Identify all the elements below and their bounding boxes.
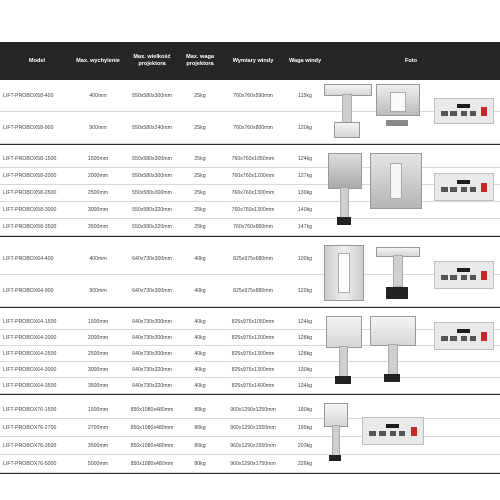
projector-size-cell: 550x580x320mm [132, 207, 172, 213]
lift-weight-cell: 120kg [297, 124, 313, 131]
control-panel-image [434, 173, 494, 201]
projector-weight-cell: 80kg [194, 442, 206, 449]
model-cell: LIFT-PROBOX58-3000 [3, 207, 57, 213]
control-panel-image [434, 322, 494, 350]
lift-weight-cell: 120kg [297, 287, 313, 294]
lift-dimensions-cell: 960x1290x1250mm [230, 406, 276, 413]
product-group [0, 80, 500, 145]
projector-weight-cell: 40kg [194, 287, 206, 294]
model-cell: LIFT-PROBOX58-2500 [3, 190, 57, 196]
spec-table [0, 42, 500, 474]
tilt-cell: 1500mm [87, 156, 109, 162]
lift-weight-cell: 100kg [297, 255, 313, 262]
projector-size-cell: 640x730x320mm [132, 366, 172, 373]
lift-dimensions-cell: 825x975x680mm [233, 255, 273, 262]
projector-weight-cell: 80kg [194, 406, 206, 413]
projector-size-cell: 850x1080x480mm [130, 442, 174, 449]
lift-image [374, 245, 424, 303]
tilt-cell: 3000mm [87, 366, 109, 373]
tilt-cell: 5000mm [87, 460, 109, 467]
tilt-cell: 2700mm [87, 424, 109, 431]
product-group [0, 401, 500, 474]
projector-size-cell: 550x580x300mm [132, 92, 172, 99]
lift-weight-cell: 130kg [297, 366, 313, 373]
model-cell: LIFT-PROBOX64-2000 [3, 334, 57, 341]
model-cell: LIFT-PROBOX58-1500 [3, 156, 57, 162]
tilt-cell: 2500mm [87, 350, 109, 357]
lift-weight-cell: 226kg [297, 460, 313, 467]
projector-weight-cell: 25kg [194, 207, 206, 213]
projector-size-cell: 640x730x320mm [132, 382, 172, 389]
lift-weight-cell: 130kg [297, 190, 313, 196]
projector-size-cell: 550x580x320mm [132, 224, 172, 230]
header-projector-weight: Max. waga projektora [186, 54, 214, 67]
lift-weight-cell: 124kg [297, 156, 313, 162]
lift-dimensions-cell: 760x760x1300mm [231, 190, 275, 196]
projector-size-cell: 850x1080x480mm [130, 460, 174, 467]
tilt-cell: 900mm [89, 287, 107, 294]
tilt-cell: 2000mm [87, 173, 109, 179]
product-group [0, 151, 500, 237]
projector-weight-cell: 25kg [194, 156, 206, 162]
lift-dimensions-cell: 960x1290x1550mm [230, 442, 276, 449]
tilt-cell: 1500mm [87, 318, 109, 325]
lift-weight-cell: 180kg [297, 406, 313, 413]
lift-image [370, 153, 428, 213]
lift-image [324, 403, 354, 467]
product-photos [322, 151, 500, 236]
tilt-cell: 400mm [89, 255, 107, 262]
header-tilt: Max. wychylenie [76, 57, 120, 64]
product-group [0, 243, 500, 308]
header-projector-size: Max. wielkość projektora [133, 54, 171, 67]
lift-weight-cell: 128kg [297, 350, 313, 357]
model-cell: LIFT-PROBOX64-3000 [3, 366, 57, 373]
lift-dimensions-cell: 760x760x1200mm [231, 173, 275, 179]
tilt-cell: 900mm [89, 124, 107, 131]
projector-size-cell: 640x730x300mm [132, 287, 172, 294]
model-cell: LIFT-PROBOX64-900 [3, 287, 54, 294]
tilt-cell: 3500mm [87, 382, 109, 389]
projector-weight-cell: 25kg [194, 92, 206, 99]
header-lift-weight: Waga windy [288, 57, 322, 64]
control-panel-image [362, 417, 424, 445]
projector-weight-cell: 40kg [194, 255, 206, 262]
projector-size-cell: 640x730x300mm [132, 255, 172, 262]
model-cell: LIFT-PROBOX76-3500 [3, 442, 57, 449]
lift-image [328, 153, 368, 229]
table-header [0, 42, 500, 80]
projector-weight-cell: 40kg [194, 318, 206, 325]
control-panel-image [434, 261, 494, 289]
lift-dimensions-cell: 960x1290x1750mm [230, 460, 276, 467]
projector-weight-cell: 40kg [194, 350, 206, 357]
lift-dimensions-cell: 960x1290x1550mm [230, 424, 276, 431]
projector-weight-cell: 80kg [194, 460, 206, 467]
lift-dimensions-cell: 760x760x800mm [233, 124, 273, 131]
lift-dimensions-cell: 825x975x1300mm [231, 350, 275, 357]
lift-weight-cell: 147kg [297, 224, 313, 230]
projector-weight-cell: 25kg [194, 124, 206, 131]
control-panel-image [434, 98, 494, 124]
model-cell: LIFT-PROBOX64-400 [3, 255, 54, 262]
model-cell: LIFT-PROBOX58-400 [3, 92, 54, 99]
tilt-cell: 3000mm [87, 207, 109, 213]
lift-weight-cell: 124kg [297, 318, 313, 325]
projector-size-cell: 550x580x300mm [132, 173, 172, 179]
model-cell: LIFT-PROBOX76-1500 [3, 406, 57, 413]
product-photos [322, 314, 500, 394]
lift-dimensions-cell: 760x760x1050mm [231, 156, 275, 162]
tilt-cell: 400mm [89, 92, 107, 99]
product-photos [322, 401, 500, 473]
tilt-cell: 3500mm [87, 442, 109, 449]
tilt-cell: 1500mm [87, 406, 109, 413]
header-lift-dimensions: Wymiary windy [232, 57, 274, 64]
lift-dimensions-cell: 825x975x1400mm [231, 382, 275, 389]
lift-image [370, 316, 420, 388]
tilt-cell: 3500mm [87, 224, 109, 230]
projector-size-cell: 640x730x300mm [132, 318, 172, 325]
model-cell: LIFT-PROBOX76-2700 [3, 424, 57, 431]
model-cell: LIFT-PROBOX58-900 [3, 124, 54, 131]
projector-weight-cell: 40kg [194, 366, 206, 373]
model-cell: LIFT-PROBOX58-2000 [3, 173, 57, 179]
model-cell: LIFT-PROBOX76-5000 [3, 460, 57, 467]
lift-weight-cell: 128kg [297, 334, 313, 341]
lift-weight-cell: 134kg [297, 382, 313, 389]
projector-weight-cell: 40kg [194, 382, 206, 389]
model-cell: LIFT-PROBOX64-2500 [3, 350, 57, 357]
product-group [0, 314, 500, 395]
projector-size-cell: 640x730x300mm [132, 334, 172, 341]
lift-dimensions-cell: 760x760x590mm [233, 92, 273, 99]
lift-image [324, 245, 368, 303]
tilt-cell: 2000mm [87, 334, 109, 341]
header-photo: Foto [404, 57, 418, 64]
product-photos [322, 80, 500, 144]
projector-size-cell: 850x1080x480mm [130, 406, 174, 413]
header-model: Model [28, 57, 46, 64]
lift-dimensions-cell: 825x975x1200mm [231, 334, 275, 341]
projector-size-cell: 550x580x240mm [132, 124, 172, 131]
lift-dimensions-cell: 760x760x1300mm [231, 207, 275, 213]
table-body [0, 80, 500, 474]
model-cell: LIFT-PROBOX58-3500 [3, 224, 57, 230]
projector-size-cell: 850x1080x480mm [130, 424, 174, 431]
lift-weight-cell: 199kg [297, 424, 313, 431]
projector-size-cell: 640x730x300mm [132, 350, 172, 357]
projector-weight-cell: 25kg [194, 190, 206, 196]
lift-weight-cell: 140kg [297, 207, 313, 213]
lift-dimensions-cell: 825x975x880mm [233, 287, 273, 294]
lift-image [324, 82, 372, 140]
lift-dimensions-cell: 825x975x1050mm [231, 318, 275, 325]
tilt-cell: 2500mm [87, 190, 109, 196]
model-cell: LIFT-PROBOX64-3500 [3, 382, 57, 389]
projector-weight-cell: 25kg [194, 224, 206, 230]
lift-dimensions-cell: 825x975x1300mm [231, 366, 275, 373]
lift-dimensions-cell: 760x760x860mm [233, 224, 273, 230]
projector-weight-cell: 25kg [194, 173, 206, 179]
projector-weight-cell: 40kg [194, 334, 206, 341]
lift-image [374, 82, 422, 140]
model-cell: LIFT-PROBOX64-1500 [3, 318, 57, 325]
lift-weight-cell: 115kg [298, 92, 312, 99]
lift-weight-cell: 203kg [297, 442, 313, 449]
projector-weight-cell: 80kg [194, 424, 206, 431]
projector-size-cell: 550x580x300mm [132, 190, 172, 196]
projector-size-cell: 550x580x300mm [132, 156, 172, 162]
lift-image [326, 316, 366, 388]
product-photos [322, 243, 500, 307]
lift-weight-cell: 127kg [297, 173, 313, 179]
